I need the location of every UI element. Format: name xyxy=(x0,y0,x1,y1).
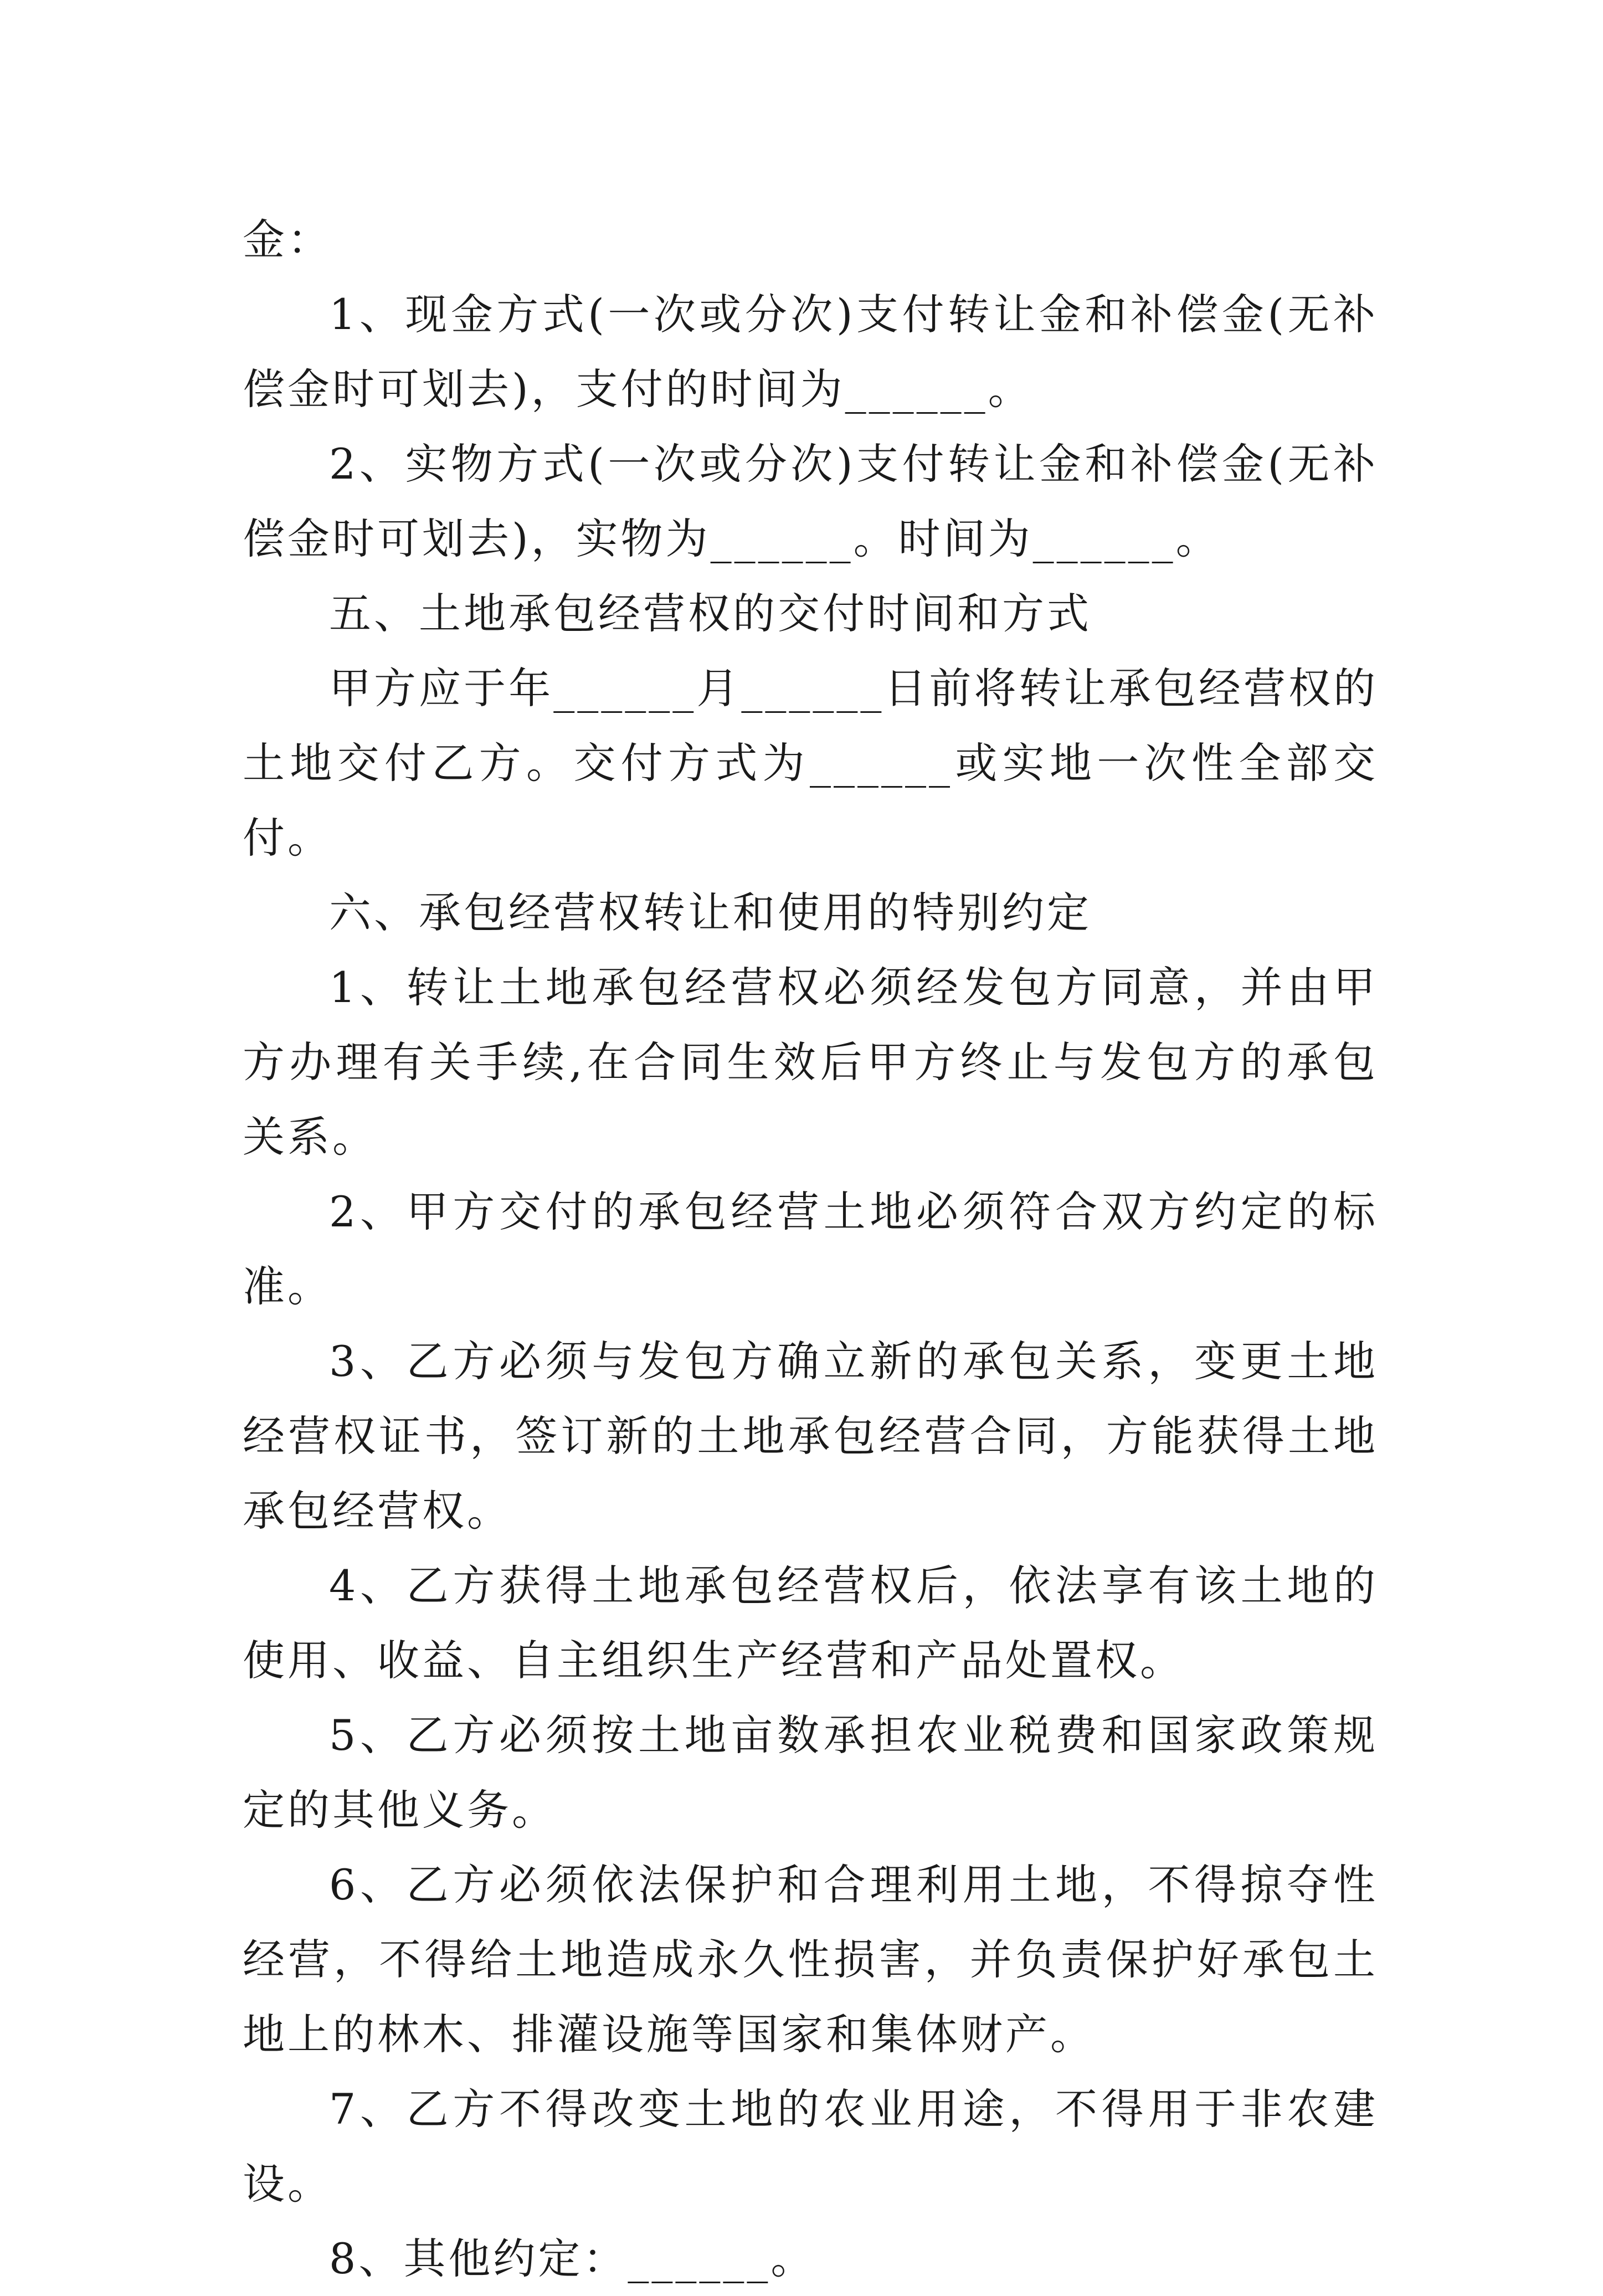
paragraph-delivery-terms: 甲方应于年______月______日前将转让承包经营权的土地交付乙方。交付方式为______或实地一次性全部交付。 xyxy=(243,664,1378,862)
clause-item: 5、乙方必须按土地亩数承担农业税费和国家政策规定的其他义务。 xyxy=(243,1711,1378,1835)
paragraph-payment-cash: 1、现金方式(一次或分次)支付转让金和补偿金(无补偿金时可划去)，支付的时间为______。 xyxy=(243,290,1378,414)
document-body xyxy=(243,202,1378,2296)
section-heading-special-terms: 六、承包经营权转让和使用的特别约定 xyxy=(329,888,1092,937)
clause-item: 4、乙方获得土地承包经营权后，依法享有该土地的使用、收益、自主组织生产经营和产品处置权。 xyxy=(243,1561,1378,1685)
clause-item: 7、乙方不得改变土地的农业用途，不得用于非农建设。 xyxy=(243,2084,1378,2208)
section-heading-delivery: 五、土地承包经营权的交付时间和方式 xyxy=(329,589,1092,638)
clause-item: 8、其他约定：______。 xyxy=(329,2234,816,2283)
clause-item: 1、转让土地承包经营权必须经发包方同意，并由甲方办理有关手续,在合同生效后甲方终止与发包方的承包关系。 xyxy=(243,963,1378,1162)
clause-item: 3、乙方必须与发包方确立新的承包关系，变更土地经营权证书，签订新的土地承包经营合同，方能获得土地承包经营权。 xyxy=(243,1337,1378,1535)
paragraph-payment-goods: 2、实物方式(一次或分次)支付转让金和补偿金(无补偿金时可划去)，实物为______。时间为______。 xyxy=(243,439,1378,563)
paragraph-continuation: 金： xyxy=(243,215,332,264)
clause-item: 6、乙方必须依法保护和合理利用土地，不得掠夺性经营，不得给土地造成永久性损害，并负责保护好承包土地上的林木、排灌设施等国家和集体财产。 xyxy=(243,1860,1378,2059)
clause-item: 2、甲方交付的承包经营土地必须符合双方约定的标准。 xyxy=(243,1187,1378,1311)
